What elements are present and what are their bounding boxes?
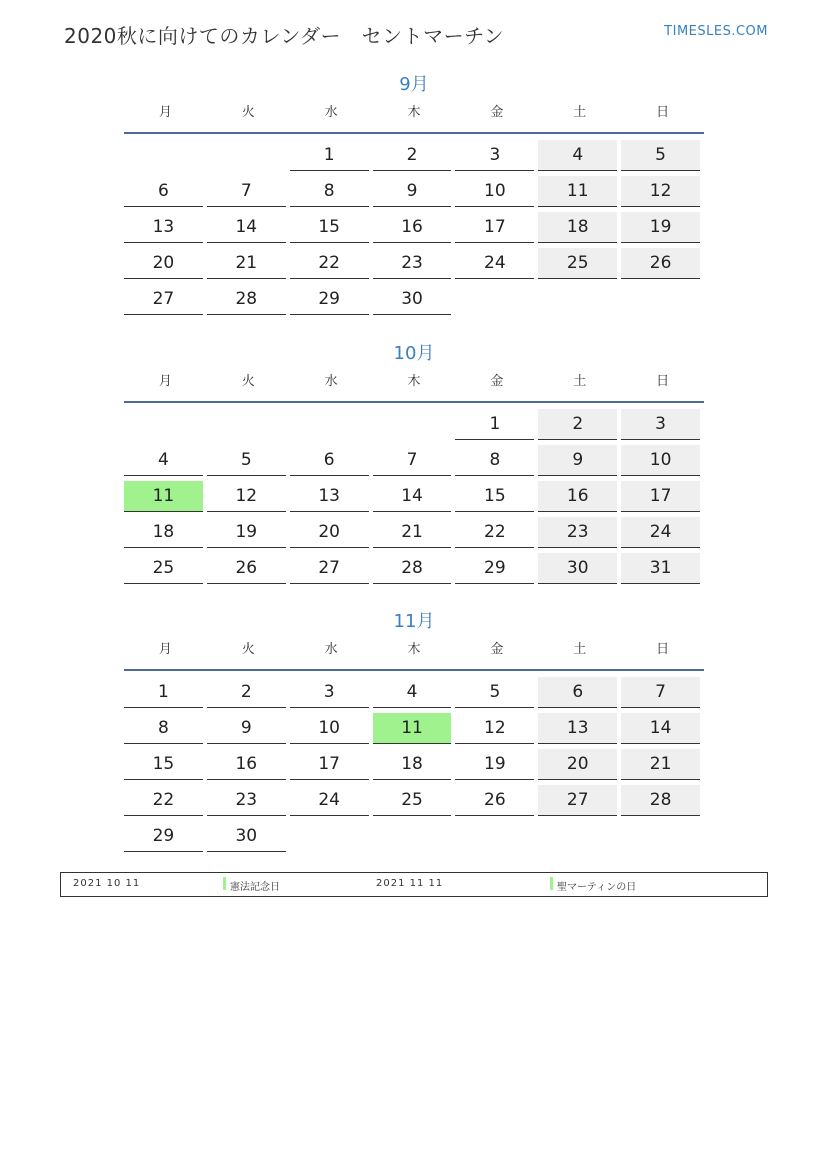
day-cell[interactable]: 5 bbox=[621, 140, 700, 171]
day-cell[interactable]: 23 bbox=[207, 785, 286, 816]
empty-cell bbox=[621, 821, 700, 851]
empty-cell bbox=[290, 409, 369, 439]
holiday-color-marker bbox=[223, 877, 226, 890]
empty-cell bbox=[124, 140, 203, 170]
day-cell[interactable]: 14 bbox=[373, 481, 452, 512]
day-cell[interactable]: 20 bbox=[124, 248, 203, 279]
empty-cell bbox=[538, 284, 617, 314]
day-cell[interactable]: 29 bbox=[290, 284, 369, 315]
day-cell[interactable]: 16 bbox=[207, 749, 286, 780]
empty-cell bbox=[373, 409, 452, 439]
day-cell[interactable]: 19 bbox=[455, 749, 534, 780]
holiday-day-cell[interactable]: 11 bbox=[373, 713, 452, 744]
day-cell[interactable]: 31 bbox=[621, 553, 700, 584]
page-title: 2020秋に向けてのカレンダー セントマーチン bbox=[64, 24, 505, 48]
day-cell[interactable]: 1 bbox=[455, 409, 534, 440]
day-cell[interactable]: 29 bbox=[455, 553, 534, 584]
day-cell[interactable]: 30 bbox=[373, 284, 452, 315]
day-cell[interactable]: 5 bbox=[455, 677, 534, 708]
legend-holiday-label: 聖マーティンの日 bbox=[557, 882, 637, 893]
day-cell[interactable]: 20 bbox=[290, 517, 369, 548]
day-cell[interactable]: 2 bbox=[207, 677, 286, 708]
day-cell[interactable]: 26 bbox=[207, 553, 286, 584]
day-cell[interactable]: 12 bbox=[621, 176, 700, 207]
weekday-label: 金 bbox=[490, 374, 504, 389]
legend-holiday-label: 憲法記念日 bbox=[230, 882, 280, 893]
day-cell[interactable]: 22 bbox=[455, 517, 534, 548]
day-cell[interactable]: 15 bbox=[124, 749, 203, 780]
weekday-label: 火 bbox=[241, 105, 255, 120]
legend-date: 2021 10 11 bbox=[73, 878, 141, 889]
day-grid bbox=[124, 409, 704, 589]
day-cell[interactable]: 20 bbox=[538, 749, 617, 780]
day-cell[interactable]: 16 bbox=[373, 212, 452, 243]
legend-holiday-name bbox=[223, 878, 280, 893]
day-cell[interactable]: 13 bbox=[124, 212, 203, 243]
holiday-legend bbox=[60, 872, 768, 897]
day-cell[interactable]: 2 bbox=[373, 140, 452, 171]
day-cell[interactable]: 24 bbox=[621, 517, 700, 548]
day-cell[interactable]: 25 bbox=[124, 553, 203, 584]
empty-cell bbox=[538, 821, 617, 851]
day-cell[interactable]: 7 bbox=[621, 677, 700, 708]
week-row bbox=[124, 677, 704, 713]
day-cell[interactable]: 9 bbox=[373, 176, 452, 207]
weekday-label: 水 bbox=[324, 642, 338, 657]
day-cell[interactable]: 10 bbox=[621, 445, 700, 476]
site-name[interactable]: TIMESLES.COM bbox=[664, 24, 768, 39]
day-cell[interactable]: 4 bbox=[538, 140, 617, 171]
empty-cell bbox=[373, 821, 452, 851]
day-cell[interactable]: 24 bbox=[290, 785, 369, 816]
weekday-label: 月 bbox=[158, 374, 172, 389]
week-row bbox=[124, 553, 704, 589]
week-row bbox=[124, 212, 704, 248]
day-cell[interactable]: 7 bbox=[373, 445, 452, 476]
day-cell[interactable]: 27 bbox=[290, 553, 369, 584]
header-divider bbox=[124, 401, 704, 403]
day-cell[interactable]: 8 bbox=[124, 713, 203, 744]
day-cell[interactable]: 17 bbox=[455, 212, 534, 243]
day-cell[interactable]: 28 bbox=[621, 785, 700, 816]
week-row bbox=[124, 176, 704, 212]
day-cell[interactable]: 22 bbox=[124, 785, 203, 816]
day-cell[interactable]: 27 bbox=[124, 284, 203, 315]
week-row bbox=[124, 821, 704, 857]
weekday-label: 金 bbox=[490, 642, 504, 657]
legend-holiday-name bbox=[550, 878, 636, 893]
weekday-label: 水 bbox=[324, 374, 338, 389]
holiday-day-cell[interactable]: 11 bbox=[124, 481, 203, 512]
day-cell[interactable]: 19 bbox=[207, 517, 286, 548]
weekday-header bbox=[124, 100, 704, 126]
day-cell[interactable]: 3 bbox=[455, 140, 534, 171]
day-cell[interactable]: 26 bbox=[455, 785, 534, 816]
weekday-label: 日 bbox=[656, 642, 670, 657]
day-cell[interactable]: 1 bbox=[124, 677, 203, 708]
empty-cell bbox=[207, 409, 286, 439]
day-cell[interactable]: 29 bbox=[124, 821, 203, 852]
header-divider bbox=[124, 669, 704, 671]
day-cell[interactable]: 25 bbox=[373, 785, 452, 816]
day-cell[interactable]: 9 bbox=[538, 445, 617, 476]
empty-cell bbox=[455, 284, 534, 314]
weekday-label: 金 bbox=[490, 105, 504, 120]
weekday-label: 土 bbox=[573, 374, 587, 389]
day-cell[interactable]: 7 bbox=[207, 176, 286, 207]
weekday-label: 木 bbox=[407, 642, 421, 657]
day-cell[interactable]: 23 bbox=[538, 517, 617, 548]
week-row bbox=[124, 749, 704, 785]
day-cell[interactable]: 6 bbox=[290, 445, 369, 476]
month-title: 11月 bbox=[393, 611, 435, 632]
header-divider bbox=[124, 132, 704, 134]
day-cell[interactable]: 30 bbox=[207, 821, 286, 852]
day-cell[interactable]: 4 bbox=[124, 445, 203, 476]
weekday-header bbox=[124, 369, 704, 395]
month-title: 10月 bbox=[393, 343, 435, 364]
day-cell[interactable]: 13 bbox=[538, 713, 617, 744]
day-cell[interactable]: 16 bbox=[538, 481, 617, 512]
weekday-label: 月 bbox=[158, 105, 172, 120]
weekday-label: 火 bbox=[241, 374, 255, 389]
day-cell[interactable]: 21 bbox=[207, 248, 286, 279]
week-row bbox=[124, 409, 704, 445]
day-cell[interactable]: 23 bbox=[373, 248, 452, 279]
day-cell[interactable]: 26 bbox=[621, 248, 700, 279]
empty-cell bbox=[290, 821, 369, 851]
day-cell[interactable]: 3 bbox=[621, 409, 700, 440]
day-cell[interactable]: 25 bbox=[538, 248, 617, 279]
day-cell[interactable]: 18 bbox=[373, 749, 452, 780]
day-cell[interactable]: 18 bbox=[538, 212, 617, 243]
month-title: 9月 bbox=[399, 74, 429, 95]
empty-cell bbox=[207, 140, 286, 170]
week-row bbox=[124, 517, 704, 553]
day-cell[interactable]: 21 bbox=[373, 517, 452, 548]
week-row bbox=[124, 284, 704, 320]
day-cell[interactable]: 10 bbox=[455, 176, 534, 207]
day-cell[interactable]: 17 bbox=[621, 481, 700, 512]
day-cell[interactable]: 10 bbox=[290, 713, 369, 744]
day-cell[interactable]: 28 bbox=[373, 553, 452, 584]
day-cell[interactable]: 5 bbox=[207, 445, 286, 476]
weekday-label: 日 bbox=[656, 105, 670, 120]
weekday-label: 土 bbox=[573, 642, 587, 657]
day-cell[interactable]: 4 bbox=[373, 677, 452, 708]
day-cell[interactable]: 3 bbox=[290, 677, 369, 708]
weekday-label: 日 bbox=[656, 374, 670, 389]
day-cell[interactable]: 8 bbox=[290, 176, 369, 207]
weekday-label: 木 bbox=[407, 374, 421, 389]
day-cell[interactable]: 1 bbox=[290, 140, 369, 171]
day-cell[interactable]: 30 bbox=[538, 553, 617, 584]
weekday-label: 土 bbox=[573, 105, 587, 120]
empty-cell bbox=[455, 821, 534, 851]
week-row bbox=[124, 445, 704, 481]
weekday-header bbox=[124, 637, 704, 663]
weekday-label: 木 bbox=[407, 105, 421, 120]
day-cell[interactable]: 2 bbox=[538, 409, 617, 440]
day-cell[interactable]: 21 bbox=[621, 749, 700, 780]
day-cell[interactable]: 6 bbox=[538, 677, 617, 708]
day-cell[interactable]: 24 bbox=[455, 248, 534, 279]
day-cell[interactable]: 12 bbox=[207, 481, 286, 512]
page-header bbox=[64, 18, 768, 48]
week-row bbox=[124, 785, 704, 821]
day-grid bbox=[124, 140, 704, 320]
legend-date: 2021 11 11 bbox=[376, 878, 444, 889]
day-cell[interactable]: 17 bbox=[290, 749, 369, 780]
day-cell[interactable]: 22 bbox=[290, 248, 369, 279]
day-cell[interactable]: 12 bbox=[455, 713, 534, 744]
day-cell[interactable]: 11 bbox=[538, 176, 617, 207]
day-cell[interactable]: 6 bbox=[124, 176, 203, 207]
day-cell[interactable]: 14 bbox=[207, 212, 286, 243]
weekday-label: 月 bbox=[158, 642, 172, 657]
day-cell[interactable]: 18 bbox=[124, 517, 203, 548]
day-grid bbox=[124, 677, 704, 857]
weekday-label: 火 bbox=[241, 642, 255, 657]
day-cell[interactable]: 27 bbox=[538, 785, 617, 816]
day-cell[interactable]: 9 bbox=[207, 713, 286, 744]
day-cell[interactable]: 15 bbox=[455, 481, 534, 512]
week-row bbox=[124, 140, 704, 176]
empty-cell bbox=[124, 409, 203, 439]
week-row bbox=[124, 248, 704, 284]
week-row bbox=[124, 481, 704, 517]
weekday-label: 水 bbox=[324, 105, 338, 120]
day-cell[interactable]: 8 bbox=[455, 445, 534, 476]
day-cell[interactable]: 13 bbox=[290, 481, 369, 512]
day-cell[interactable]: 15 bbox=[290, 212, 369, 243]
empty-cell bbox=[621, 284, 700, 314]
week-row bbox=[124, 713, 704, 749]
day-cell[interactable]: 28 bbox=[207, 284, 286, 315]
day-cell[interactable]: 19 bbox=[621, 212, 700, 243]
day-cell[interactable]: 14 bbox=[621, 713, 700, 744]
holiday-color-marker bbox=[550, 877, 553, 890]
